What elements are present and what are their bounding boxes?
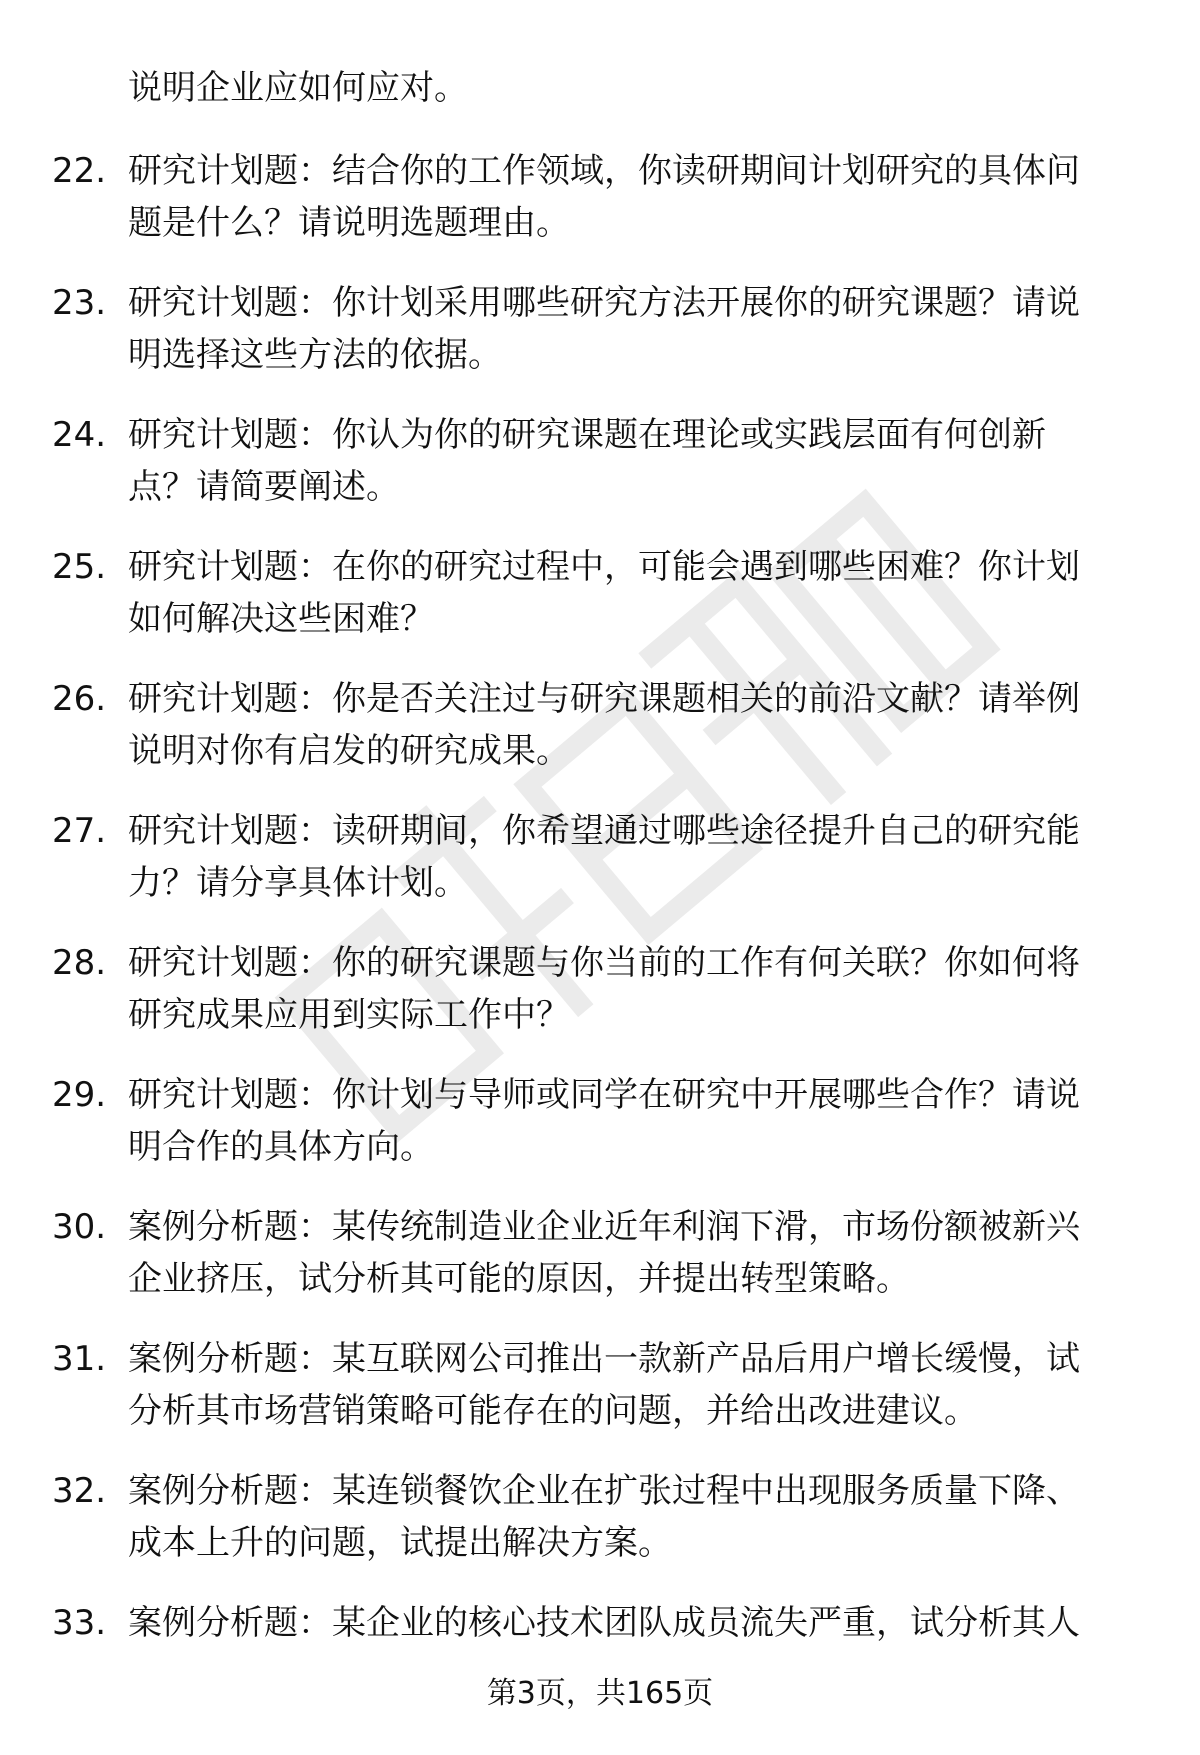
question-item xyxy=(0,937,1200,1069)
question-line: 研究计划题：你认为你的研究课题在理论或实践层面有何创新 xyxy=(128,415,1046,455)
question-line: 研究成果应用到实际工作中？ xyxy=(128,995,570,1035)
question-item xyxy=(0,673,1200,805)
question-item xyxy=(0,409,1200,541)
question-number: 27. xyxy=(52,811,107,851)
question-item xyxy=(0,1465,1200,1597)
question-line: 点？请简要阐述。 xyxy=(128,467,400,507)
question-number: 28. xyxy=(52,943,107,983)
question-number: 32. xyxy=(52,1471,107,1511)
question-text xyxy=(128,805,1138,937)
question-line: 研究计划题：结合你的工作领域，你读研期间计划研究的具体问 xyxy=(128,151,1080,191)
question-line: 研究计划题：读研期间，你希望通过哪些途径提升自己的研究能 xyxy=(128,811,1080,851)
question-line: 研究计划题：你是否关注过与研究课题相关的前沿文献？请举例 xyxy=(128,679,1080,719)
question-number: 23. xyxy=(52,283,107,323)
question-line: 研究计划题：你计划与导师或同学在研究中开展哪些合作？请说 xyxy=(128,1075,1080,1115)
question-text xyxy=(128,673,1138,805)
question-line: 明选择这些方法的依据。 xyxy=(128,335,502,375)
question-text xyxy=(128,145,1138,277)
page-footer: 第3页，共165页 xyxy=(486,1676,714,1711)
question-text xyxy=(128,1069,1138,1201)
question-text xyxy=(128,409,1138,541)
question-number: 25. xyxy=(52,547,107,587)
question-number: 26. xyxy=(52,679,107,719)
question-line: 研究计划题：你计划采用哪些研究方法开展你的研究课题？请说 xyxy=(128,283,1080,323)
question-text xyxy=(128,937,1138,1069)
question-text xyxy=(128,541,1138,673)
question-line: 说明对你有启发的研究成果。 xyxy=(128,731,570,771)
question-item xyxy=(0,805,1200,937)
question-line: 力？请分享具体计划。 xyxy=(128,863,468,903)
question-item xyxy=(0,1333,1200,1465)
question-line: 如何解决这些困难？ xyxy=(128,599,434,639)
question-text xyxy=(128,277,1138,409)
question-line: 案例分析题：某企业的核心技术团队成员流失严重，试分析其人 xyxy=(128,1603,1080,1643)
question-item xyxy=(0,541,1200,673)
question-item xyxy=(0,277,1200,409)
question-number: 31. xyxy=(52,1339,107,1379)
question-line: 研究计划题：你的研究课题与你当前的工作有何关联？你如何将 xyxy=(128,943,1080,983)
question-line: 明合作的具体方向。 xyxy=(128,1127,434,1167)
question-line: 企业挤压，试分析其可能的原因，并提出转型策略。 xyxy=(128,1259,910,1299)
question-number: 30. xyxy=(52,1207,107,1247)
question-item xyxy=(0,145,1200,277)
question-line: 研究计划题：在你的研究过程中，可能会遇到哪些困难？你计划 xyxy=(128,547,1080,587)
question-text xyxy=(128,1201,1138,1333)
question-line: 成本上升的问题，试提出解决方案。 xyxy=(128,1523,672,1563)
question-number: 24. xyxy=(52,415,107,455)
question-number: 22. xyxy=(52,151,107,191)
question-item xyxy=(0,1069,1200,1201)
continuation-text: 说明企业应如何应对。 xyxy=(128,68,468,108)
question-text xyxy=(128,1333,1138,1465)
question-list xyxy=(0,145,1200,1729)
question-line: 案例分析题：某连锁餐饮企业在扩张过程中出现服务质量下降、 xyxy=(128,1471,1080,1511)
question-item xyxy=(0,1201,1200,1333)
question-number: 33. xyxy=(52,1603,107,1643)
question-line: 分析其市场营销策略可能存在的问题，并给出改进建议。 xyxy=(128,1391,978,1431)
question-text xyxy=(128,1465,1138,1597)
question-line: 案例分析题：某传统制造业企业近年利润下滑，市场份额被新兴 xyxy=(128,1207,1080,1247)
question-line: 题是什么？请说明选题理由。 xyxy=(128,203,570,243)
question-number: 29. xyxy=(52,1075,107,1115)
question-line: 案例分析题：某互联网公司推出一款新产品后用户增长缓慢，试 xyxy=(128,1339,1080,1379)
